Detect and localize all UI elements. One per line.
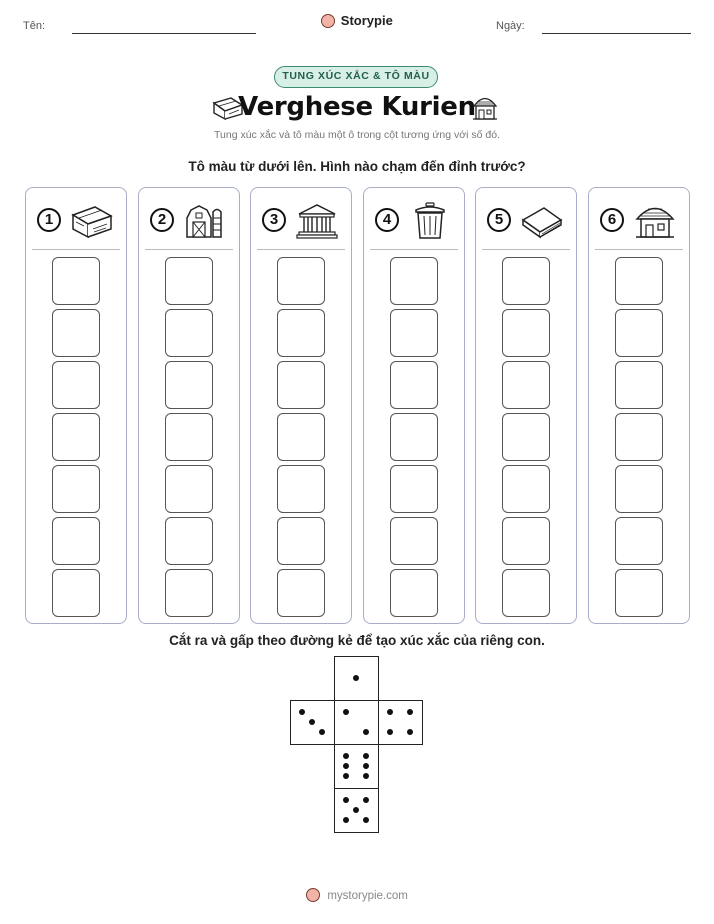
thatched-hut-icon xyxy=(470,93,500,121)
column-number: 4 xyxy=(375,208,399,232)
color-cell[interactable] xyxy=(277,413,325,461)
name-write-line xyxy=(72,33,256,34)
color-cell[interactable] xyxy=(390,257,438,305)
pip xyxy=(343,763,349,769)
date-write-line xyxy=(542,33,691,34)
storypie-mascot-icon xyxy=(306,888,320,902)
color-cell[interactable] xyxy=(615,257,663,305)
pip xyxy=(299,709,305,715)
dice-column-2 xyxy=(138,187,240,624)
pip xyxy=(407,709,413,715)
pip xyxy=(387,729,393,735)
column-divider xyxy=(482,249,570,250)
brand-logo xyxy=(0,13,714,28)
pip xyxy=(387,709,393,715)
pip xyxy=(407,729,413,735)
pip xyxy=(343,817,349,823)
dice-column-6 xyxy=(588,187,690,624)
column-number: 6 xyxy=(600,208,624,232)
pip xyxy=(363,817,369,823)
color-cell[interactable] xyxy=(615,309,663,357)
milk-parcel-icon xyxy=(70,202,114,240)
activity-tag: TUNG XÚC XẮC & TÔ MÀU xyxy=(274,66,438,88)
dice-column-4 xyxy=(363,187,465,624)
die-face-5 xyxy=(334,788,379,833)
color-cell[interactable] xyxy=(165,517,213,565)
color-cell[interactable] xyxy=(390,309,438,357)
color-cell[interactable] xyxy=(390,465,438,513)
color-cell[interactable] xyxy=(277,569,325,617)
color-cell[interactable] xyxy=(502,257,550,305)
color-cell[interactable] xyxy=(277,257,325,305)
bank-building-icon xyxy=(295,202,339,240)
color-cell[interactable] xyxy=(502,517,550,565)
cut-instruction: Cắt ra và gấp theo đường kẻ để tạo xúc xắc của riêng con. xyxy=(169,633,545,648)
color-cell[interactable] xyxy=(390,413,438,461)
color-cell[interactable] xyxy=(615,517,663,565)
color-cell[interactable] xyxy=(165,257,213,305)
column-divider xyxy=(257,249,345,250)
column-number: 3 xyxy=(262,208,286,232)
column-number: 5 xyxy=(487,208,511,232)
color-cell[interactable] xyxy=(165,413,213,461)
color-cell[interactable] xyxy=(52,309,100,357)
color-cell[interactable] xyxy=(165,309,213,357)
pip xyxy=(363,729,369,735)
page-title: Verghese Kurien xyxy=(238,92,476,122)
column-header xyxy=(589,198,689,242)
color-cell[interactable] xyxy=(165,465,213,513)
footer-url[interactable]: mystorypie.com xyxy=(327,890,408,902)
pip xyxy=(353,675,359,681)
pip xyxy=(363,753,369,759)
thatched-hut-icon xyxy=(633,202,677,240)
color-cell[interactable] xyxy=(390,361,438,409)
pip xyxy=(343,753,349,759)
color-cell[interactable] xyxy=(390,517,438,565)
column-divider xyxy=(32,249,120,250)
color-cell[interactable] xyxy=(52,569,100,617)
pip xyxy=(363,797,369,803)
die-face-3 xyxy=(290,700,335,745)
column-header xyxy=(251,198,351,242)
column-divider xyxy=(370,249,458,250)
color-cell[interactable] xyxy=(502,413,550,461)
color-cell[interactable] xyxy=(615,361,663,409)
color-cell[interactable] xyxy=(502,309,550,357)
die-face-1 xyxy=(334,656,379,701)
column-number: 2 xyxy=(150,208,174,232)
barn-silo-icon xyxy=(183,202,227,240)
color-cell[interactable] xyxy=(615,569,663,617)
book-icon xyxy=(520,202,564,240)
dice-column-1 xyxy=(25,187,127,624)
pip xyxy=(363,763,369,769)
die-face-2 xyxy=(334,700,379,745)
color-cell[interactable] xyxy=(615,413,663,461)
color-cell[interactable] xyxy=(52,517,100,565)
dice-column-3 xyxy=(250,187,352,624)
color-cell[interactable] xyxy=(52,413,100,461)
color-cell[interactable] xyxy=(52,361,100,409)
color-cell[interactable] xyxy=(277,517,325,565)
pip xyxy=(319,729,325,735)
color-cell[interactable] xyxy=(390,569,438,617)
color-cell[interactable] xyxy=(502,569,550,617)
pip xyxy=(343,773,349,779)
color-cell[interactable] xyxy=(277,309,325,357)
color-cell[interactable] xyxy=(277,465,325,513)
color-cell[interactable] xyxy=(165,569,213,617)
color-cell[interactable] xyxy=(615,465,663,513)
column-divider xyxy=(145,249,233,250)
brand-name: Storypie xyxy=(340,13,393,28)
name-label: Tên: xyxy=(23,20,46,32)
pip xyxy=(343,797,349,803)
color-cell[interactable] xyxy=(52,465,100,513)
column-header xyxy=(139,198,239,242)
storypie-mascot-icon xyxy=(321,14,335,28)
subtitle: Tung xúc xắc và tô màu một ô trong cột tương ứng với số đó. xyxy=(214,129,500,141)
color-cell[interactable] xyxy=(52,257,100,305)
column-header xyxy=(26,198,126,242)
pip xyxy=(309,719,315,725)
column-divider xyxy=(595,249,683,250)
pip xyxy=(363,773,369,779)
color-cell[interactable] xyxy=(165,361,213,409)
column-header xyxy=(476,198,576,242)
pip xyxy=(343,709,349,715)
pip xyxy=(353,807,359,813)
trash-can-icon xyxy=(408,202,452,240)
die-face-4 xyxy=(378,700,423,745)
column-number: 1 xyxy=(37,208,61,232)
color-cell[interactable] xyxy=(277,361,325,409)
dice-column-5 xyxy=(475,187,577,624)
date-label: Ngày: xyxy=(496,20,525,32)
column-header xyxy=(364,198,464,242)
coloring-instruction: Tô màu từ dưới lên. Hình nào chạm đến đỉnh trước? xyxy=(188,159,526,174)
die-face-6 xyxy=(334,744,379,789)
color-cell[interactable] xyxy=(502,361,550,409)
footer xyxy=(0,888,714,902)
color-cell[interactable] xyxy=(502,465,550,513)
